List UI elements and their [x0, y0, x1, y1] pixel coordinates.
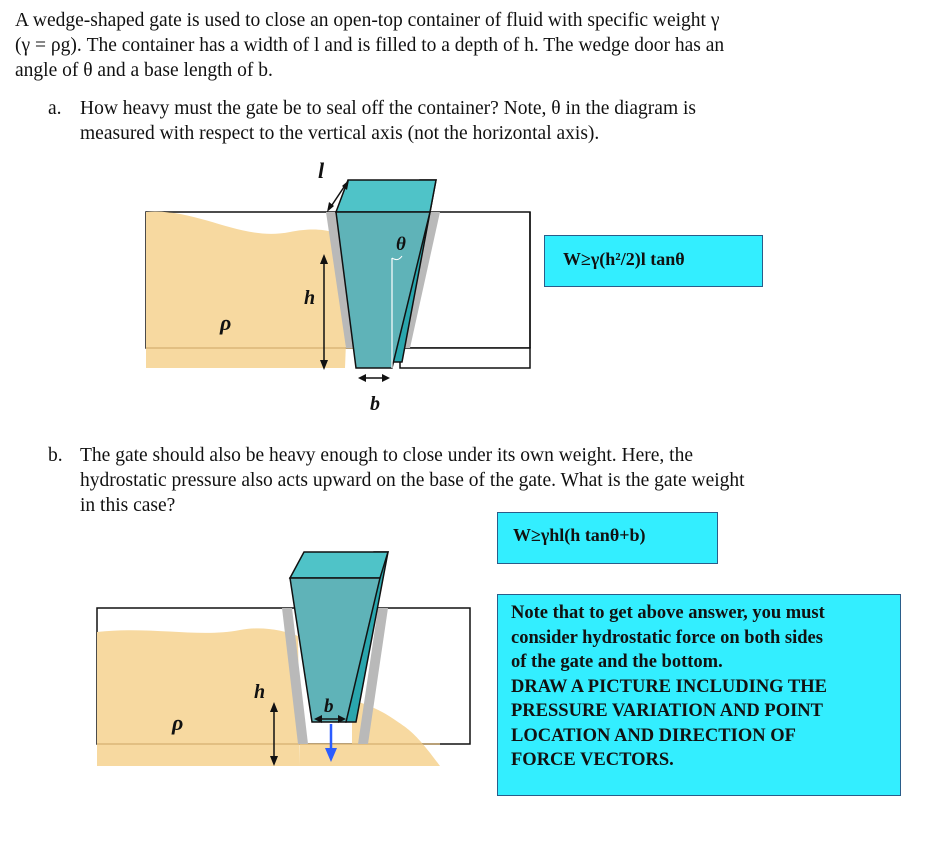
part-b-line: The gate should also be heavy enough to close under its own weight. Here, the — [80, 445, 694, 466]
gate-b-top-face — [290, 552, 388, 578]
label-b-h: h — [254, 681, 266, 703]
fluid-b-gap — [300, 744, 352, 766]
label-h: h — [304, 287, 316, 309]
answer-b-text: W≥γhl(h tanθ+b) — [513, 525, 646, 545]
note-line: LOCATION AND DIRECTION OF — [511, 725, 796, 746]
label-b: b — [370, 393, 380, 415]
part-b-label: b. — [48, 445, 63, 466]
label-b-rho: ρ — [172, 710, 184, 735]
part-a-label: a. — [48, 98, 62, 119]
part-b-line: in this case? — [80, 495, 176, 516]
answer-a-text: W≥γ(h²/2)l tanθ — [563, 249, 685, 269]
label-rho: ρ — [220, 310, 232, 335]
part-a-line: measured with respect to the vertical axis (not the horizontal axis). — [80, 123, 600, 144]
note-line: Note that to get above answer, you must — [511, 603, 825, 623]
intro-line: (γ = ρg). The container has a width of l and is filled to a depth of h. The wedge door has an — [15, 35, 725, 56]
intro-line: A wedge-shaped gate is used to close an open-top container of fluid with specific weight γ — [15, 10, 720, 31]
note-line: FORCE VECTORS. — [511, 750, 674, 770]
intro-line: angle of θ and a base length of b. — [15, 60, 273, 81]
note-box — [497, 594, 901, 796]
part-b-line: hydrostatic pressure also acts upward on the base of the gate. What is the gate weight — [80, 470, 745, 491]
label-b-b: b — [324, 696, 334, 717]
label-theta: θ — [396, 234, 406, 255]
note-line: of the gate and the bottom. — [511, 652, 723, 672]
note-line: PRESSURE VARIATION AND POINT — [511, 701, 823, 721]
fluid-b-left — [97, 628, 300, 766]
part-a-line: How heavy must the gate be to seal off the container? Note, θ in the diagram is — [80, 98, 697, 119]
note-line: consider hydrostatic force on both sides — [511, 627, 823, 648]
label-l: l — [318, 158, 325, 183]
note-line: DRAW A PICTURE INCLUDING THE — [511, 676, 827, 697]
